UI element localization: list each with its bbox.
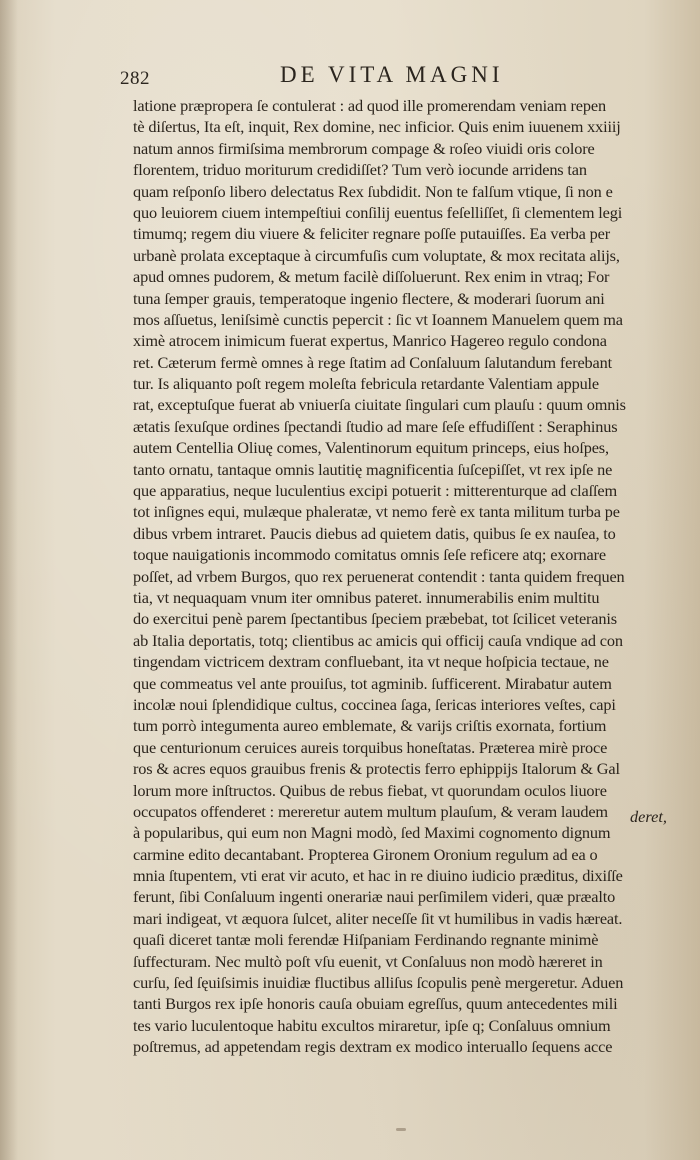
text-line: tur. Is aliquanto poſt regem moleſta febricula retardante Valentiam appule (133, 374, 600, 394)
text-line: mari indigeat, vt æquora ſulcet, aliter neceſſe ſit vt humilibus in vadis hæreat. (133, 908, 623, 928)
text-line: que apparatius, neque luculentius excipi potuerit : mitterenturque ad claſſem (133, 481, 617, 501)
running-head (120, 62, 680, 92)
text-line: occupatos offenderet : mereretur autem multum plauſum, & veram laudem (133, 801, 608, 821)
text-line: tia, vt nequaquam vnum iter omnibus pateret. innumerabilis enim multitu (133, 587, 600, 607)
text-line: tingendam victricem dextram confluebant, ita vt neque hoſpicia tectaue, ne (133, 652, 609, 672)
text-line: ros & acres equos grauibus frenis & protectis ferro ephippijs Italorum & Gal (133, 759, 620, 779)
catchword: deret, (630, 807, 667, 826)
page-number: 282 (120, 68, 150, 89)
text-line: ferunt, ſibi Conſaluum ingenti onerariæ naui perſimilem videri, quæ præalto (133, 887, 616, 907)
text-line: tanti Burgos rex ipſe honoris cauſa obuiam egreſſus, quum antecedentes mili (133, 994, 618, 1014)
gutter-shadow (0, 0, 18, 1160)
text-line: ſuffecturam. Nec multò poſt vſu euenit, vt Conſaluus non modò hæreret in (133, 951, 603, 971)
text-line: incolæ noui ſplendidique cultus, coccinea ſaga, ſericas interiores veſtes, capi (133, 694, 616, 714)
text-line: tanto ornatu, tantaque omnis lautitię magnificentia ſuſcepiſſet, vt rex ipſe ne (133, 459, 613, 479)
text-line: curſu, ſed ſęuiſsimis inuidiæ fluctibus alliſus ſcopulis penè mergeretur. Aduen (133, 973, 624, 993)
text-line: florentem, triduo moriturum credidiſſet? Tum verò iocunde arridens tan (133, 160, 587, 180)
text-line: ab Italia deportatis, totq; clientibus ac amicis qui officij cauſa vndique ad con (133, 630, 623, 650)
text-line: lorum more inſtructos. Quibus de rebus fiebat, vt quorundam oculos liuore (133, 780, 607, 800)
text-line: quam reſponſo libero delectatus Rex ſubdidit. Non te falſum vtique, ſi non e (133, 181, 613, 201)
text-line: que centurionum ceruices aureis torquibus honeſtatas. Præterea mirè proce (133, 737, 608, 757)
text-line: natum annos firmiſsima membrorum compage & roſeo viuidi oris colore (133, 138, 595, 158)
text-line: toque nauigationis incommodo comitatus omnis ſeſe reficere atq; exornare (133, 545, 606, 565)
text-line: carmine edito decantabant. Propterea Gironem Oronium regulum ad ea o (133, 844, 598, 864)
text-line: tot inſignes equi, mulæque phaleratæ, vt nemo ferè ex tanta militum turba pe (133, 502, 620, 522)
text-line: mnia ſtupentem, vti erat vir acuto, et hac in re diuino iudicio præditus, dixiſſe (133, 866, 623, 886)
text-line: tuna ſemper grauis, temperatoque ingenio flectere, & moderari ſuorum ani (133, 288, 605, 308)
text-line: quo leuiorem ciuem intempeſtiui conſilij euentus feſelliſſet, ſi clementem legi (133, 202, 623, 222)
text-line: ximè atrocem inimicum fuerat expertus, Manrico Hagereo regulo condona (133, 331, 607, 351)
text-line: ætatis ſexuſque ordines ſpectandi ſtudio ad mare ſeſe effudiſſent : Seraphinus (133, 416, 618, 436)
text-line: à popularibus, qui eum non Magni modò, ſed Maximi cognomento dignum (133, 823, 611, 843)
text-line: dibus vrbem intraret. Paucis diebus ad quietem datis, quibus ſe ex nauſea, to (133, 523, 616, 543)
running-title: DE VITA MAGNI (280, 62, 504, 87)
text-line: que commeatus vel ante prouiſus, tot agminib. ſufficerent. Mirabatur autem (133, 673, 612, 693)
text-line: rat, exceptuſque fuerat ab vniuerſa ciuitate ſingulari cum plauſu : quum omnis (133, 395, 626, 415)
text-line: autem Centellia Oliuę comes, Valentinorum equitum princeps, eius hoſpes, (133, 438, 609, 458)
paper-speck (396, 1128, 406, 1131)
text-line: quaſi diceret tantæ moli ferendæ Hiſpaniam Ferdinando regnante minimè (133, 930, 599, 950)
text-line: timumq; regem diu viuere & feliciter regnare poſſe putauiſſes. Ea verba per (133, 224, 610, 244)
text-line: apud omnes pudorem, & metum facilè diſſoluerunt. Rex enim in vtraq; For (133, 267, 610, 287)
text-line: do exercitui penè parem ſpectantibus ſpeciem præbebat, tot ſcilicet veteranis (133, 609, 617, 629)
body-text (133, 95, 683, 1058)
text-line: tè diſertus, Ita eſt, inquit, Rex domine, nec inficior. Quis enim iuuenem xxiiij (133, 117, 621, 137)
text-line: ret. Cæterum fermè omnes à rege ſtatim ad Conſaluum ſalutandum ferebant (133, 352, 612, 372)
text-line: tum porrò integumenta aureo emblemate, & varijs criſtis exornata, fortium (133, 716, 607, 736)
text-line: poſtremus, ad appetendam regis dextram ex modico interuallo ſequens acce (133, 1037, 613, 1057)
text-line: tes vario luculentoque habitu excultos miraretur, ipſe q; Conſaluus omnium (133, 1015, 611, 1035)
text-line: latione præpropera ſe contulerat : ad quod ille promerendam veniam repen (133, 96, 606, 115)
text-line: mos aſſuetus, leniſsimè cunctis pepercit : ſic vt Ioannem Manuelem quem ma (133, 309, 623, 329)
text-line: poſſet, ad vrbem Burgos, quo rex peruenerat contendit : tanta quidem frequen (133, 566, 625, 586)
text-line: urbanè prolata exceptaque à circumfuſis cum voluptate, & mox recitata alijs, (133, 245, 620, 265)
